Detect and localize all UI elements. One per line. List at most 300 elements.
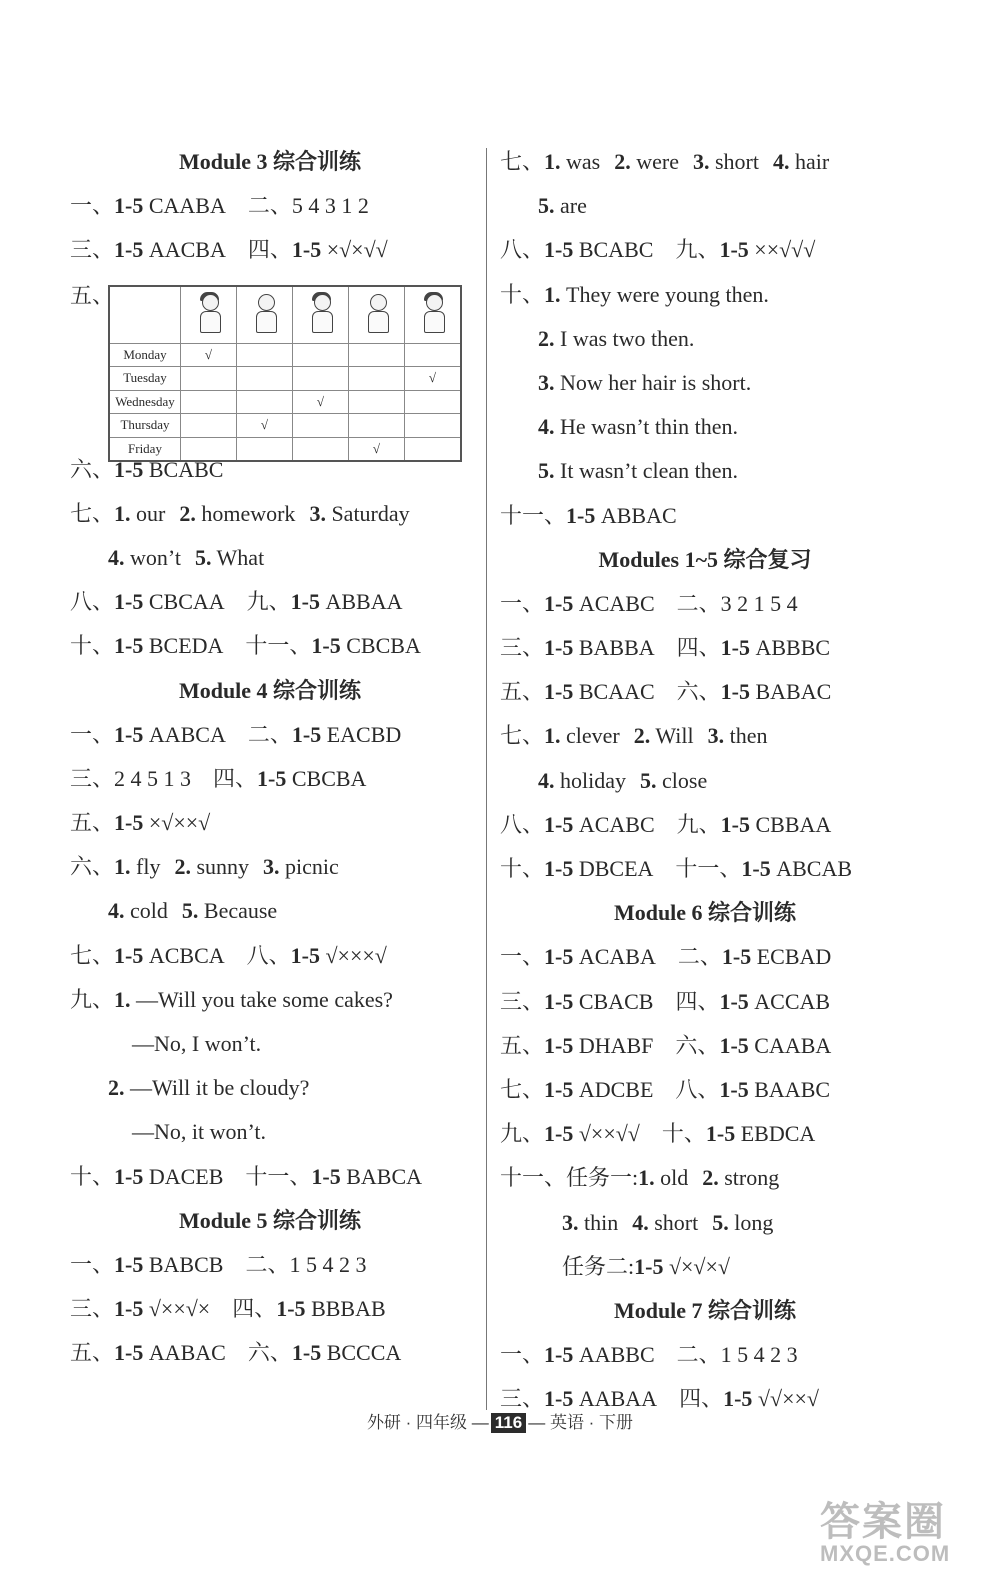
answer-line [500,1333,910,1377]
range-label: 1-5 [544,679,574,705]
item-number: 3. [263,854,280,880]
answer-line [500,273,910,317]
answer: was [560,149,601,174]
item-number: 5. [538,193,555,219]
answer: homework [195,500,296,526]
section-label: 八、 [500,811,545,837]
answer: short [709,149,759,174]
answer-line [70,492,470,536]
section-label: 四、 [676,635,721,661]
range-label: 1-5 [544,590,574,616]
section-label: 五、 [500,679,545,705]
range-label: 1-5 [544,988,574,1014]
answers: BCAAC [573,679,655,705]
range-label: 1-5 [721,944,752,970]
schedule-table [108,285,462,463]
range-label: 1-5 [114,810,144,836]
answer: Because [198,898,278,924]
answer-line [70,934,470,978]
answers: 1 5 4 2 3 [720,1342,798,1368]
answer-line [500,582,910,626]
answer: clever [560,723,620,749]
answer: then [724,723,768,749]
section-label: 十、 [500,281,545,307]
answers: BABBA [573,635,655,661]
section-label: 八、 [246,942,291,968]
answers: ECBAD [751,944,832,970]
answer: They were young then. [560,281,769,307]
answer: —No, I won’t. [132,1031,262,1056]
section-label: 五、 [70,810,115,836]
kid-picture-2 [237,286,293,344]
section-label: 三、 [500,1386,545,1412]
answers: BBBAB [305,1296,386,1322]
range-label: 1-5 [741,856,771,881]
footer-left: 外研 · 四年级 — [366,1413,489,1432]
answer: It wasn’t clean then. [554,458,738,484]
item-number: 3. [692,149,710,174]
answer: our [130,500,166,526]
item-number: 3. [538,369,555,395]
item-number: 4. [632,1209,649,1235]
module-7-title: Module 7 综合训练 [613,1297,797,1323]
section-label: 三、 [500,988,545,1014]
section-label: 三、 [500,635,545,661]
section-label: 二、 [676,1342,721,1368]
answers: DACEB [143,1163,224,1189]
module-4-title: Module 4 综合训练 [178,677,362,703]
section-label: 七、 [500,723,545,749]
answer: I was two then. [554,325,695,351]
range-label: 1-5 [114,1296,144,1322]
answer: close [656,767,708,793]
kid-picture-3 [293,286,349,344]
section-label: 九、 [675,237,720,263]
item-number: 2. [174,854,191,880]
answer: long [728,1209,774,1235]
section-label: 二、 [676,590,721,616]
item-number: 5. [181,898,199,924]
answers: CBCAA [143,589,225,615]
answer-line [500,140,910,184]
section-label: 三、 [70,765,115,791]
section-label: 二、 [247,193,292,219]
section-label: 四、 [232,1296,277,1322]
section-label: 十一、任务一: [500,1165,639,1191]
answers: ABCAB [770,856,853,881]
answer: sunny [190,854,250,880]
answer-line [500,1068,910,1112]
range-label: 1-5 [311,633,341,659]
day-label: Tuesday [109,367,181,391]
answer: Saturday [325,500,410,526]
answers: √×√×√ [663,1253,730,1279]
section-label: 六、 [675,1032,720,1058]
answers: CBCBA [286,765,367,791]
section-label: 八、 [70,589,115,615]
answers: ×√××√ [143,810,211,836]
range-label: 1-5 [719,988,749,1014]
section-label: 十一、 [500,502,567,528]
table-row [109,343,461,367]
section-label: 五、 [70,282,115,308]
answer: What [211,544,265,570]
answers: ABBAC [595,502,677,528]
module-3-title: Module 3 综合训练 [178,149,362,174]
picture-row [109,286,461,344]
answer-line [500,759,910,803]
section-label: 四、 [213,765,258,791]
schedule-block [70,273,470,456]
check-mark: √ [349,437,405,461]
answer-line [500,980,910,1024]
answer-line [500,228,910,272]
range-label: 1-5 [544,856,574,881]
range-label: 1-5 [544,1032,574,1058]
answer-line [70,580,470,624]
range-label: 1-5 [723,1386,753,1412]
range-label: 1-5 [291,237,322,263]
answers: ACABA [573,944,656,970]
section-label: 一、 [500,590,545,616]
range-label: 1-5 [544,1386,574,1412]
answer-line [500,1201,910,1245]
answer-line [70,1243,470,1287]
answers: DBCEA [573,856,654,881]
item-number: 1. [638,1165,655,1191]
range-label: 1-5 [634,1253,664,1279]
column-divider [486,148,487,1410]
answer-line [70,1022,470,1066]
section-label: 五、 [70,1340,115,1366]
answers: BCCCA [321,1340,402,1366]
item-number: 3. [707,723,725,749]
section-label: 十一、 [245,1163,312,1189]
range-label: 1-5 [114,589,144,615]
section-label: 四、 [679,1386,724,1412]
section-label: 任务二: [562,1253,635,1279]
watermark-url: MXQE.COM [820,1541,951,1566]
answers: 3 2 1 5 4 [720,590,798,616]
section-label: 六、 [70,456,115,482]
check-mark: √ [181,343,237,367]
item-number: 3. [309,500,326,526]
item-number: 2. [633,723,651,749]
answer-line [70,845,470,889]
answer: Will [650,723,694,749]
answers: CBBAA [749,811,832,837]
range-label: 1-5 [290,942,320,968]
answer: —Will it be cloudy? [124,1075,310,1101]
answer-line [500,714,910,758]
answers: √√××√ [752,1386,819,1412]
answers: BCABC [573,237,654,263]
item-number: 4. [108,544,125,570]
range-label: 1-5 [720,811,750,837]
answers: BABAC [749,679,832,705]
answer: Now her hair is short. [554,369,752,395]
answer-line [70,624,470,668]
section-label: 十、 [70,1163,115,1189]
answer: —No, it won’t. [132,1119,267,1145]
answer-line [500,361,910,405]
module-5-title: Module 5 综合训练 [178,1207,362,1233]
range-label: 1-5 [544,237,574,263]
answer-line [70,801,470,845]
range-label: 1-5 [544,811,574,837]
range-label: 1-5 [705,1121,736,1147]
answer-line [70,1066,470,1110]
item-number: 5. [538,458,555,484]
kid-picture-5 [405,286,462,344]
item-number: 2. [179,500,196,526]
range-label: 1-5 [719,237,749,263]
answer-line [500,803,910,847]
answer-line [70,228,470,272]
section-label: 十一、 [245,633,312,659]
corner-cell [109,286,181,344]
answers: CAABA [748,1032,832,1058]
section-label: 九、 [246,589,291,615]
item-number: 1. [544,149,561,174]
answer: —Will you take some cakes? [130,986,393,1012]
section-label: 十、 [500,856,545,881]
answers: BCEDA [143,633,224,659]
answers: ACABC [573,590,655,616]
answer-line [500,1024,910,1068]
section-label: 一、 [70,721,115,747]
item-number: 3. [562,1209,579,1235]
answers: AABBC [573,1342,655,1368]
check-mark: √ [293,390,349,414]
section-label: 六、 [676,679,721,705]
range-label: 1-5 [114,1163,144,1189]
answer-line [500,1156,910,1200]
range-label: 1-5 [290,589,320,615]
kid-picture-4 [349,286,405,344]
answer-line [70,1110,470,1154]
answer-line [70,757,470,801]
answer-line [500,405,910,449]
answers: BABCB [143,1251,224,1277]
answers: BAABC [748,1076,831,1102]
answers: 1 5 4 2 3 [289,1251,367,1277]
table-row [109,414,461,438]
answers: √×××√ [319,942,387,968]
answer: were [630,149,679,174]
section-label: 三、 [70,237,115,263]
section-label: 五、 [500,1032,545,1058]
item-number: 2. [702,1165,719,1191]
answer-line [500,184,910,228]
range-label: 1-5 [544,635,574,661]
check-mark: √ [237,414,293,438]
item-number: 4. [538,414,555,440]
watermark-logo [820,1490,980,1570]
answers: BABCA [340,1163,423,1189]
range-label: 1-5 [114,456,144,482]
section-label: 九、 [500,1121,545,1147]
answer-line [500,449,910,493]
item-number: 2. [614,149,631,174]
range-label: 1-5 [566,502,596,528]
answers: CAABA [143,193,226,219]
range-label: 1-5 [719,1076,749,1102]
answers: ADCBE [573,1076,654,1102]
section-label: 七、 [70,942,115,968]
answer: old [654,1165,689,1191]
answer: holiday [554,767,626,793]
item-number: 5. [712,1209,729,1235]
answer: are [554,193,587,219]
range-label: 1-5 [276,1296,306,1322]
range-label: 1-5 [544,1121,574,1147]
section-label: 六、 [70,854,115,880]
item-number: 2. [538,325,555,351]
item-number: 4. [538,767,555,793]
range-label: 1-5 [114,942,144,968]
answer-line [70,536,470,580]
left-column [70,140,470,1376]
modules-1-5-review-title: Modules 1~5 综合复习 [598,546,812,572]
section-label: 九、 [676,811,721,837]
range-label: 1-5 [257,765,287,791]
section-label: 八、 [500,237,545,263]
answers: 2 4 5 1 3 [114,765,192,791]
answers: ACBCA [143,942,225,968]
item-number: 1. [114,500,131,526]
check-mark: √ [405,367,462,391]
answer-line [70,1331,470,1375]
answer-line [70,1287,470,1331]
range-label: 1-5 [720,635,750,661]
section-label: 四、 [675,988,720,1014]
answers: CBACB [573,988,654,1014]
answer-line [70,713,470,757]
answers: ABBBC [749,635,831,661]
answers: AACBA [143,237,226,263]
kid-picture-1 [181,286,237,344]
item-number: 1. [114,986,131,1012]
range-label: 1-5 [114,1340,144,1366]
table-row [109,367,461,391]
range-label: 1-5 [114,1251,144,1277]
answers: 5 4 3 1 2 [291,193,369,219]
answers: CBCBA [340,633,421,659]
answer-line [500,847,910,891]
section-label: 十、 [70,633,115,659]
answer-line [70,889,470,933]
range-label: 1-5 [719,1032,749,1058]
section-label: 七、 [70,500,115,526]
section-label: 十一、 [675,856,742,881]
item-number: 1. [544,723,561,749]
answers: ACCAB [748,988,831,1014]
range-label: 1-5 [291,1340,322,1366]
section-label: 四、 [247,237,292,263]
item-number: 1. [544,281,561,307]
answer: He wasn’t thin then. [554,414,739,440]
answers: EBDCA [735,1121,816,1147]
answer-line [500,1245,910,1289]
range-label: 1-5 [544,1342,574,1368]
page-footer [0,1408,1000,1433]
range-label: 1-5 [114,193,144,219]
answers: AABCA [143,721,226,747]
section-label: 八、 [675,1076,720,1102]
answer: cold [124,898,168,924]
answer: strong [718,1165,780,1191]
answers: BCABC [143,456,224,482]
answers: √××√√ [573,1121,640,1147]
answers: ABBAA [319,589,403,615]
range-label: 1-5 [114,721,144,747]
answer-line [500,494,910,538]
answers: EACBD [321,721,402,747]
answers: AABAC [143,1340,226,1366]
answer-line [500,626,910,670]
right-column [500,140,910,1421]
answer-line [500,670,910,714]
answer-line [70,184,470,228]
answer: picnic [279,854,339,880]
item-number: 5. [194,544,212,570]
footer-right: — 英语 · 下册 [528,1413,634,1432]
section-label: 七、 [500,149,545,174]
item-number: 1. [114,854,131,880]
range-label: 1-5 [544,1076,574,1102]
section-label: 二、 [247,721,292,747]
range-label: 1-5 [114,633,144,659]
table-row [109,437,461,461]
section-label: 一、 [500,1342,545,1368]
answers: DHABF [573,1032,654,1058]
section-label: 二、 [677,944,722,970]
day-label: Monday [109,343,181,367]
answer-line [500,317,910,361]
table-row [109,390,461,414]
answer-line [500,935,910,979]
answer-line [70,978,470,1022]
item-number: 4. [772,149,790,174]
answer: hair [789,149,830,174]
day-label: Thursday [109,414,181,438]
section-label: 二、 [245,1251,290,1277]
section-label: 七、 [500,1076,545,1102]
item-number: 5. [640,767,657,793]
answer: won’t [124,544,181,570]
answers: ACABC [573,811,655,837]
day-label: Friday [109,437,181,461]
section-label: 一、 [70,1251,115,1277]
module-6-title: Module 6 综合训练 [613,900,797,926]
answers: AABAA [573,1386,658,1412]
section-label: 十、 [661,1121,706,1147]
page-number: 116 [491,1413,526,1433]
section-label: 一、 [500,944,545,970]
answer: fly [130,854,161,880]
range-label: 1-5 [311,1163,341,1189]
range-label: 1-5 [720,679,750,705]
section-label: 六、 [247,1340,292,1366]
section-label: 九、 [70,986,115,1012]
answer: thin [578,1209,619,1235]
answers: √××√× [143,1296,211,1322]
range-label: 1-5 [291,721,322,747]
answers: ××√√√ [748,237,816,263]
answers: ×√×√√ [321,237,388,263]
answer-line [70,1155,470,1199]
